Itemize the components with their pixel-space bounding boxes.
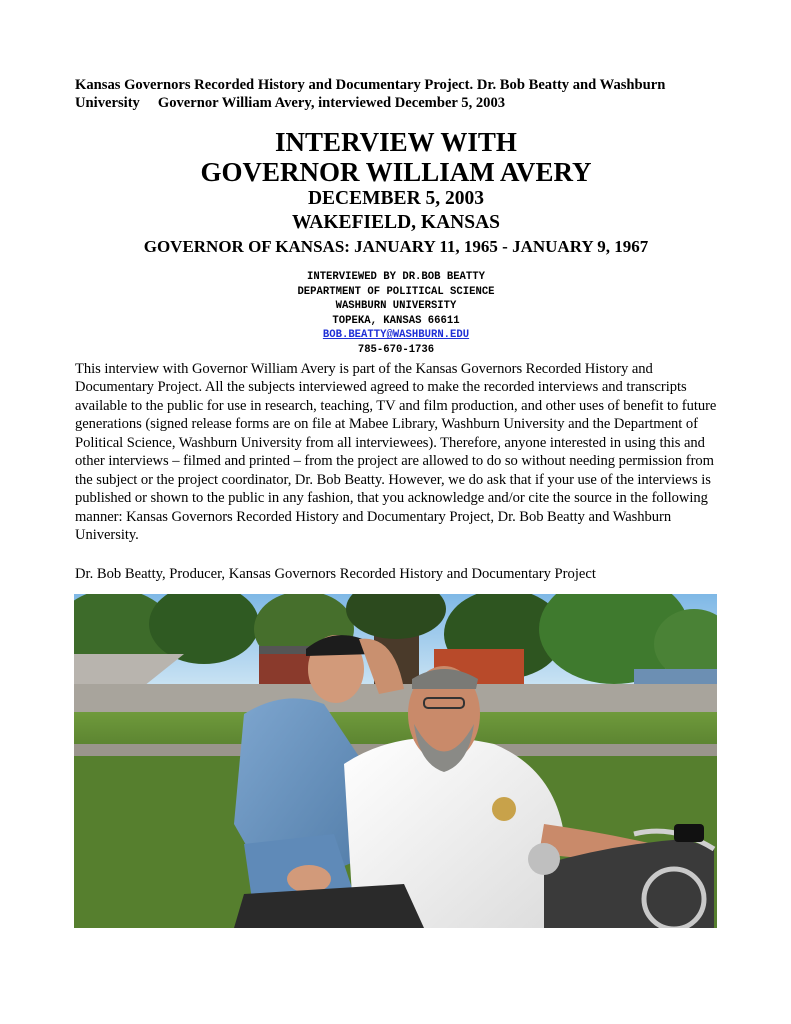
interviewer-line: INTERVIEWED BY DR.BOB BEATTY: [306, 271, 485, 283]
contact-block: [75, 270, 717, 358]
producer-credit: Dr. Bob Beatty, Producer, Kansas Governors Recorded History and Documentary Project: [75, 565, 596, 582]
title-line-2: GOVERNOR WILLIAM AVERY: [200, 157, 592, 187]
university-line: WASHBURN UNIVERSITY: [335, 300, 457, 313]
document-title: [75, 127, 717, 187]
running-header: [75, 76, 717, 112]
header-line-2a: University: [75, 95, 140, 111]
department-line: DEPARTMENT OF POLITICAL SCIENCE: [297, 285, 495, 298]
interview-place: WAKEFIELD, KANSAS: [291, 212, 501, 233]
photo-illustration: [74, 594, 717, 928]
phone-line: 785-670-1736: [357, 343, 435, 356]
governor-term: GOVERNOR OF KANSAS: JANUARY 11, 1965 - JANUARY 9, 1967: [143, 237, 649, 256]
title-line-1: INTERVIEW WITH: [275, 127, 517, 157]
intro-paragraph: This interview with Governor William Avery is part of the Kansas Governors Recorded History and Documentary Project. All the subjects interviewed agreed to make the recorded interviews and transcripts available to the public for use in research, teaching, TV and film production, and other uses of benefit to future generations (signed release forms are on file at Mabee Library, Washburn University and the Department of Political Science, Washburn University from all interviewees). Therefore, anyone interested in using this and other interviews – filmed and printed – from the project are allowed to do so without needing permission from the subject or the project coordinator, Dr. Bob Beatty. However, we do ask that if your use of the interviews is published or shown to the public in any fashion, that you acknowledge and/or cite the source in the following manner: Kansas Governors Recorded History and Documentary Project, Dr. Bob Beatty and Washburn University.: [75, 360, 717, 544]
email-link[interactable]: BOB.BEATTY@WASHBURN.EDU: [322, 329, 470, 342]
motorcycle-photo: [74, 594, 717, 928]
document-page: [75, 76, 717, 583]
header-line-1: Kansas Governors Recorded History and Documentary Project. Dr. Bob Beatty and Washburn: [75, 77, 666, 93]
header-line-2b: Governor William Avery, interviewed December 5, 2003: [157, 95, 506, 111]
interview-date: DECEMBER 5, 2003: [307, 188, 485, 209]
city-line: TOPEKA, KANSAS 66611: [332, 314, 460, 327]
